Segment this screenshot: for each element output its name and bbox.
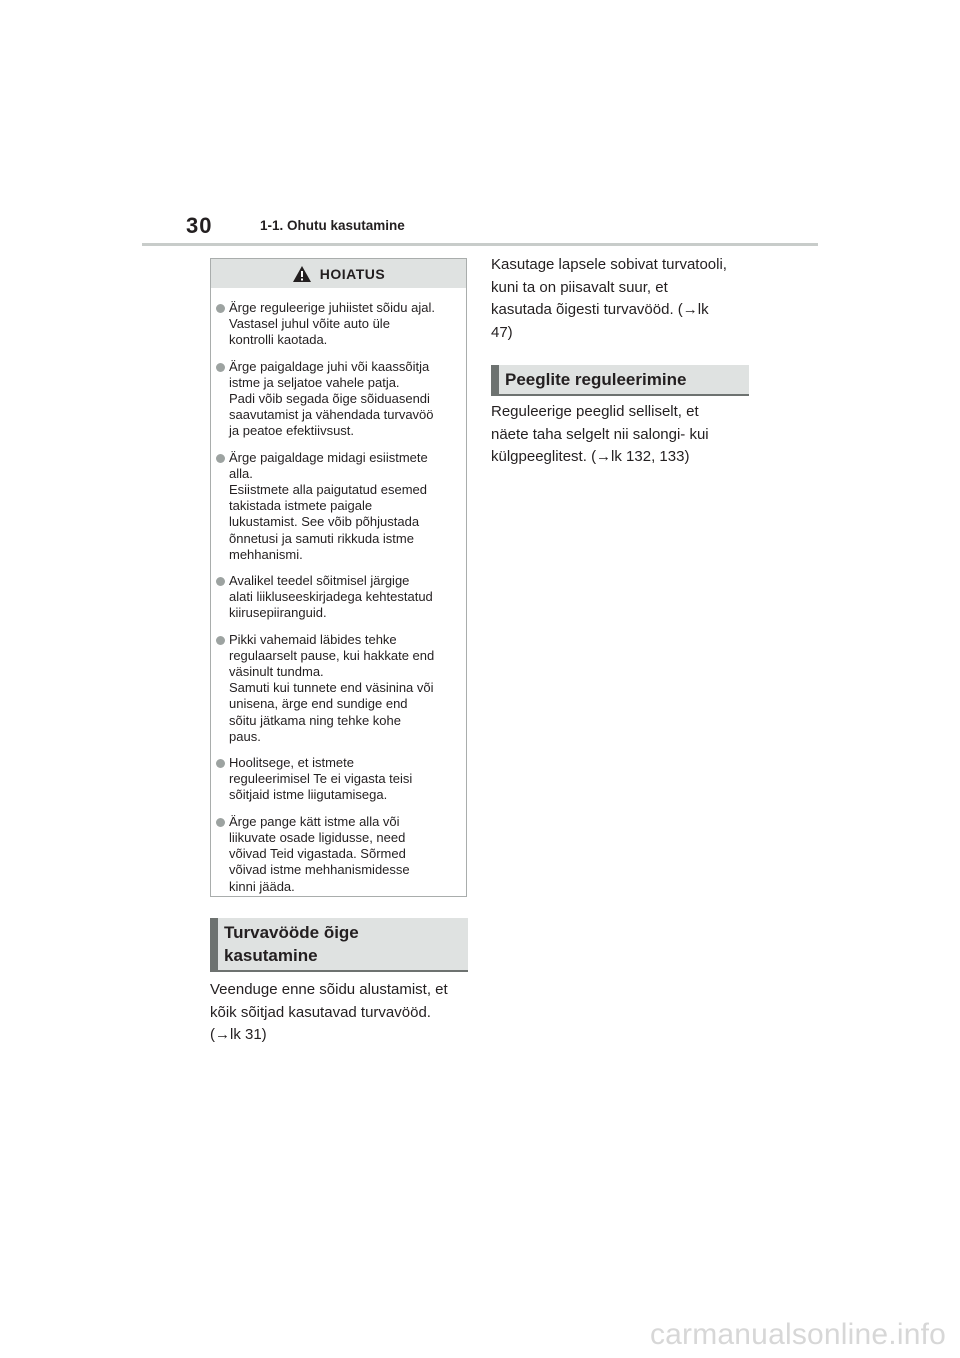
bullet-dot-icon: [216, 818, 225, 827]
warning-item: [216, 632, 458, 745]
warning-text: Ärge reguleerige juhiistet sõidu ajal. Vastasel juhul võite auto üle kontrolli kaotada.: [229, 300, 435, 348]
watermark: carmanualsonline.info: [649, 1318, 946, 1351]
warning-title: HOIATUS: [319, 265, 386, 282]
warning-text: Ärge pange kätt istme alla või liikuvate osade ligidusse, need võivad Teid vigastada. Sõrmed võivad istme mehhanismidesse kinni jääda.: [229, 813, 410, 894]
seatbelts-text: Veenduge enne sõidu alustamist, et kõik sõitjad kasutavad turvavööd. (→lk 31): [210, 981, 448, 1043]
warning-box: [210, 258, 467, 897]
warning-triangle-icon: [292, 265, 312, 283]
bullet-dot-icon: [216, 577, 225, 586]
warning-text: Ärge paigaldage midagi esiistmete alla. Esiistmete alla paigutatud esemed takistada istmete paigale lukustamist. See võib põhjustada õnnetusi ja samuti rikkuda istme mehhanismi.: [229, 449, 428, 562]
mirrors-heading: Peeglite reguleerimine: [491, 365, 749, 396]
warning-item: [216, 755, 458, 804]
warning-item: [216, 300, 458, 349]
warning-list: [211, 288, 466, 895]
warning-text: Avalikel teedel sõitmisel järgige alati liikluseeskirjadega kehtestatud kiirusepiiranguid.: [229, 573, 433, 621]
warning-text: Ärge paigaldage juhi või kaassõitja istme ja seljatoe vahele patja. Padi võib segada õige sõiduasendi saavutamist ja vähendada turvavöö ja peatoe efektiivsust.: [229, 358, 434, 439]
warning-item: [216, 573, 458, 622]
warning-text: Hoolitsege, et istmete reguleerimisel Te ei vigasta teisi sõitjaid istme liigutamisega.: [229, 755, 413, 803]
warning-text: Pikki vahemaid läbides tehke regulaarselt pause, kui hakkate end väsinult tundma. Samuti kui tunnete end väsinina või unisena, ärge end sundige end sõitu jätkama ning tehke kohe paus.: [229, 631, 435, 744]
header-rule: [142, 243, 818, 246]
bullet-dot-icon: [216, 304, 225, 313]
warning-header: [211, 259, 466, 288]
page-number: 30: [186, 213, 213, 238]
warning-item: [216, 814, 458, 895]
bullet-dot-icon: [216, 363, 225, 372]
warning-item: [216, 450, 458, 563]
bullet-dot-icon: [216, 454, 225, 463]
seatbelts-heading: Turvavööde õige kasutamine: [210, 918, 468, 972]
section-title: 1-1. Ohutu kasutamine: [260, 218, 405, 233]
bullet-dot-icon: [216, 759, 225, 768]
bullet-dot-icon: [216, 636, 225, 645]
warning-item: [216, 359, 458, 440]
mirrors-text: Reguleerige peeglid selliselt, et näete taha selgelt nii salongi- kui külgpeeglitest. (→lk 132, 133): [491, 403, 709, 465]
child-seat-text: Kasutage lapsele sobivat turvatooli, kuni ta on piisavalt suur, et kasutada õigesti turvavööd. (→lk 47): [491, 256, 727, 341]
